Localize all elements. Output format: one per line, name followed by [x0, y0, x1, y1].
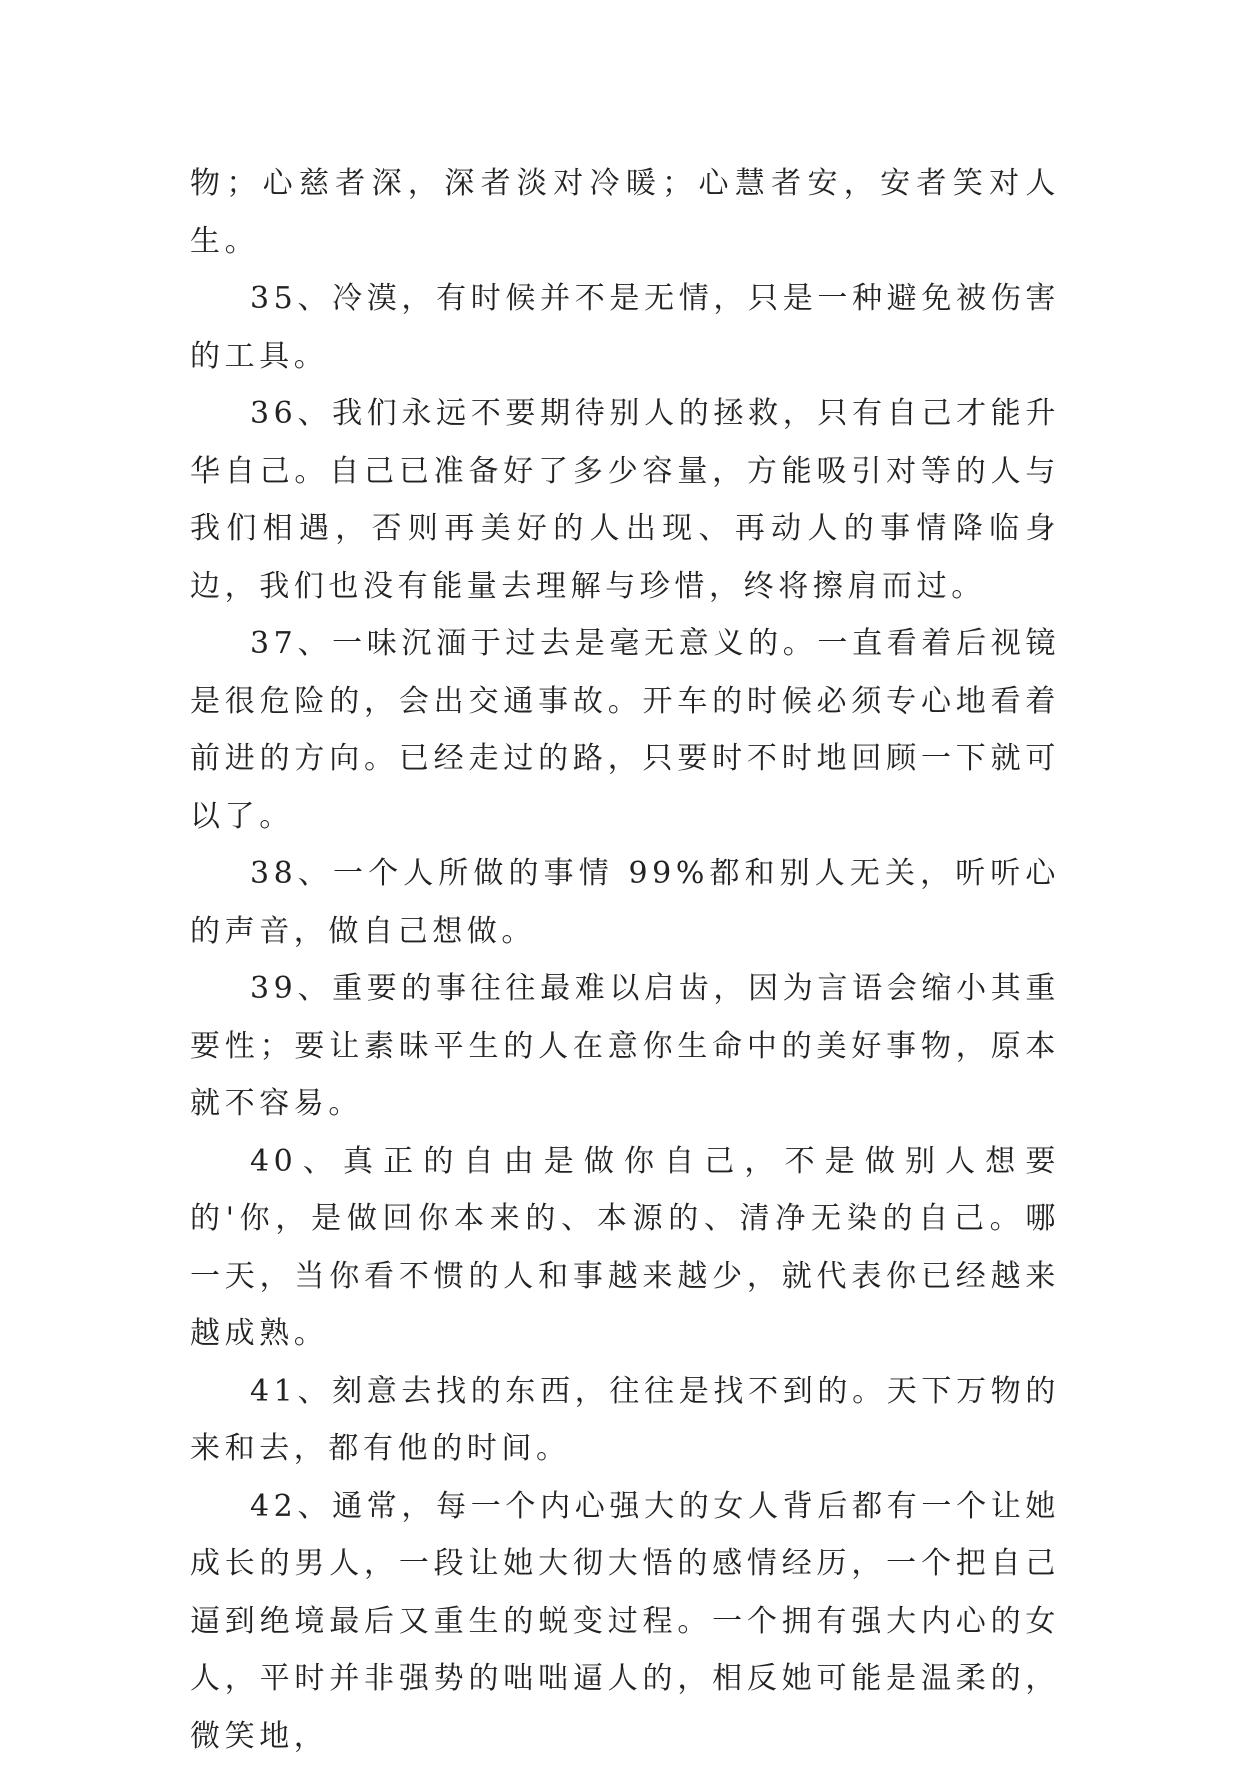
paragraph-37: 37、一味沉湎于过去是毫无意义的。一直看着后视镜是很危险的，会出交通事故。开车的时候必须专心地看着前进的方向。已经走过的路，只要时不时地回顾一下就可以了。	[190, 615, 1060, 845]
paragraph-38: 38、一个人所做的事情 99%都和别人无关，听听心的声音，做自己想做。	[190, 845, 1060, 960]
document-body	[190, 155, 1060, 1765]
paragraph-36: 36、我们永远不要期待别人的拯救，只有自己才能升华自己。自己已准备好了多少容量，方能吸引对等的人与我们相遇，否则再美好的人出现、再动人的事情降临身边，我们也没有能量去理解与珍惜，终将擦肩而过。	[190, 385, 1060, 615]
paragraph-35: 35、冷漠，有时候并不是无情，只是一种避免被伤害的工具。	[190, 270, 1060, 385]
paragraph-39: 39、重要的事往往最难以启齿，因为言语会缩小其重要性；要让素昧平生的人在意你生命中的美好事物，原本就不容易。	[190, 960, 1060, 1133]
paragraph-42: 42、通常，每一个内心强大的女人背后都有一个让她成长的男人，一段让她大彻大悟的感情经历，一个把自己逼到绝境最后又重生的蜕变过程。一个拥有强大内心的女人，平时并非强势的咄咄逼人的，相反她可能是温柔的，微笑地，	[190, 1478, 1060, 1765]
paragraph-40: 40、真正的自由是做你自己，不是做别人想要的'你，是做回你本来的、本源的、清净无染的自己。哪一天，当你看不惯的人和事越来越少，就代表你已经越来越成熟。	[190, 1133, 1060, 1363]
paragraph-34-tail: 物；心慈者深，深者淡对冷暖；心慧者安，安者笑对人生。	[190, 155, 1060, 270]
paragraph-41: 41、刻意去找的东西，往往是找不到的。天下万物的来和去，都有他的时间。	[190, 1363, 1060, 1478]
